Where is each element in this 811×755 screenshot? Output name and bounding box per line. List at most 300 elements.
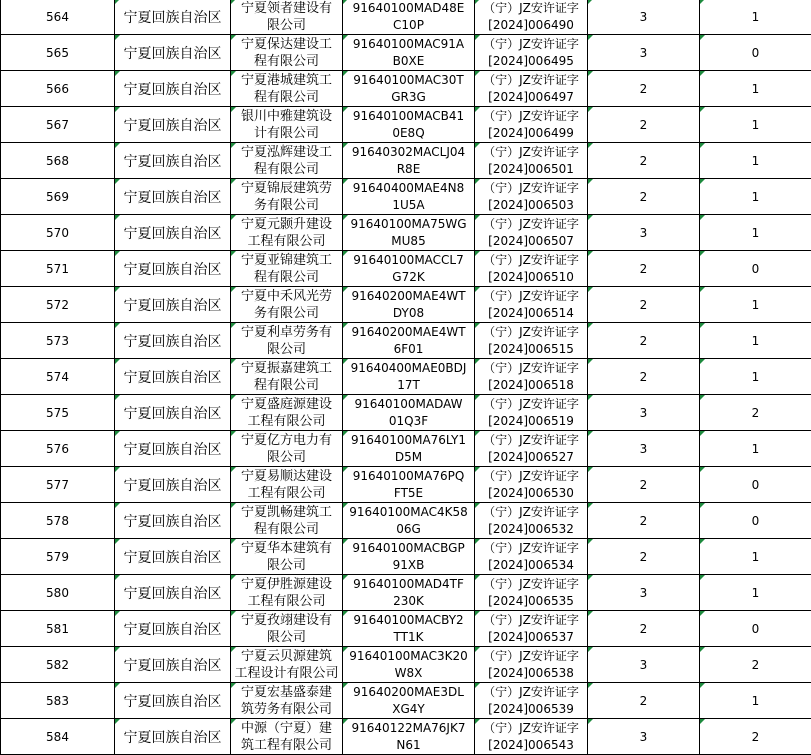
cell-count-b[interactable] <box>700 719 811 755</box>
cell-region[interactable] <box>115 647 231 683</box>
cell-text: [2024]006501 <box>475 161 587 178</box>
cell-credit-code[interactable] <box>343 359 475 395</box>
cell-text: 宁夏锦辰建筑劳 <box>231 180 342 197</box>
cell-text: （宁）JZ安许证字 <box>475 324 587 341</box>
cell-text: B0XE <box>343 53 474 70</box>
cell-text: [2024]006532 <box>475 521 587 538</box>
table-row <box>1 503 811 539</box>
cell-text: 91640122MA76JK7 <box>343 720 474 737</box>
cell-text: 0 <box>752 514 760 528</box>
cell-company-name[interactable] <box>231 683 343 719</box>
table-row <box>1 71 811 107</box>
cell-count-a[interactable] <box>588 35 700 71</box>
cell-company-name[interactable] <box>231 251 343 287</box>
cell-company-name[interactable] <box>231 395 343 431</box>
cell-count-b[interactable] <box>700 215 811 251</box>
cell-text: 582 <box>46 658 69 672</box>
cell-credit-code[interactable] <box>343 719 475 755</box>
cell-region[interactable] <box>115 179 231 215</box>
cell-text: 91640302MACLJ04 <box>343 144 474 161</box>
cell-text: （宁）JZ安许证字 <box>475 252 587 269</box>
cell-credit-code[interactable] <box>343 251 475 287</box>
cell-company-name[interactable] <box>231 719 343 755</box>
cell-serial-number[interactable] <box>1 143 115 179</box>
cell-count-a[interactable] <box>588 251 700 287</box>
cell-count-b[interactable] <box>700 287 811 323</box>
cell-text: 584 <box>46 730 69 744</box>
cell-count-a[interactable] <box>588 503 700 539</box>
cell-count-b[interactable] <box>700 71 811 107</box>
table-row <box>1 251 811 287</box>
cell-text: 宁夏港城建筑工 <box>231 72 342 89</box>
cell-serial-number[interactable] <box>1 71 115 107</box>
table-row <box>1 0 811 35</box>
cell-license-number[interactable] <box>475 143 588 179</box>
cell-text: 2 <box>640 514 648 528</box>
cell-serial-number[interactable] <box>1 287 115 323</box>
cell-count-b[interactable] <box>700 503 811 539</box>
table-row <box>1 35 811 71</box>
cell-text: 3 <box>640 226 648 240</box>
cell-text: [2024]006503 <box>475 197 587 214</box>
cell-serial-number[interactable] <box>1 539 115 575</box>
cell-text: [2024]006510 <box>475 269 587 286</box>
cell-text: 3 <box>640 442 648 456</box>
cell-text: 宁夏回族自治区 <box>124 298 222 314</box>
cell-text: 0 <box>752 262 760 276</box>
table-row <box>1 575 811 611</box>
cell-credit-code[interactable] <box>343 215 475 251</box>
cell-count-b[interactable] <box>700 575 811 611</box>
cell-text: 570 <box>46 226 69 240</box>
cell-credit-code[interactable] <box>343 539 475 575</box>
cell-text: [2024]006535 <box>475 593 587 610</box>
cell-text: 限公司 <box>231 629 342 646</box>
cell-license-number[interactable] <box>475 107 588 143</box>
cell-region[interactable] <box>115 359 231 395</box>
cell-text: 91640100MACBY2 <box>343 612 474 629</box>
cell-region[interactable] <box>115 575 231 611</box>
cell-company-name[interactable] <box>231 503 343 539</box>
cell-text: 2 <box>640 118 648 132</box>
cell-text: 宁夏盛庭源建设 <box>231 396 342 413</box>
cell-region[interactable] <box>115 395 231 431</box>
cell-text: N61 <box>343 737 474 754</box>
cell-text: 2 <box>640 190 648 204</box>
cell-text: 宁夏回族自治区 <box>124 226 222 242</box>
cell-text: 574 <box>46 370 69 384</box>
cell-text: [2024]006514 <box>475 305 587 322</box>
cell-count-a[interactable] <box>588 683 700 719</box>
cell-company-name[interactable] <box>231 0 343 35</box>
cell-text: 568 <box>46 154 69 168</box>
cell-company-name[interactable] <box>231 611 343 647</box>
cell-count-b[interactable] <box>700 251 811 287</box>
cell-text: 宁夏回族自治区 <box>124 370 222 386</box>
cell-text: 宁夏元颢升建设 <box>231 216 342 233</box>
cell-license-number[interactable] <box>475 539 588 575</box>
cell-region[interactable] <box>115 539 231 575</box>
table-row <box>1 179 811 215</box>
cell-serial-number[interactable] <box>1 251 115 287</box>
cell-license-number[interactable] <box>475 0 588 35</box>
cell-text: 3 <box>640 46 648 60</box>
cell-company-name[interactable] <box>231 143 343 179</box>
cell-text: 限公司 <box>231 341 342 358</box>
cell-license-number[interactable] <box>475 719 588 755</box>
cell-text: 宁夏保达建设工 <box>231 36 342 53</box>
cell-text: （宁）JZ安许证字 <box>475 216 587 233</box>
cell-text: MU85 <box>343 233 474 250</box>
cell-serial-number[interactable] <box>1 359 115 395</box>
cell-text: 3 <box>640 406 648 420</box>
cell-text: C10P <box>343 17 474 34</box>
cell-region[interactable] <box>115 719 231 755</box>
cell-text: （宁）JZ安许证字 <box>475 360 587 377</box>
cell-text: G72K <box>343 269 474 286</box>
cell-serial-number[interactable] <box>1 647 115 683</box>
cell-credit-code[interactable] <box>343 575 475 611</box>
table-row <box>1 431 811 467</box>
cell-count-a[interactable] <box>588 107 700 143</box>
cell-text: 工程有限公司 <box>231 413 342 430</box>
cell-text: 2 <box>640 370 648 384</box>
table-row <box>1 323 811 359</box>
cell-text: 583 <box>46 694 69 708</box>
cell-credit-code[interactable] <box>343 179 475 215</box>
cell-license-number[interactable] <box>475 71 588 107</box>
cell-company-name[interactable] <box>231 539 343 575</box>
cell-text: 宁夏易顺达建设 <box>231 468 342 485</box>
cell-serial-number[interactable] <box>1 467 115 503</box>
cell-count-a[interactable] <box>588 215 700 251</box>
cell-count-b[interactable] <box>700 179 811 215</box>
cell-text: （宁）JZ安许证字 <box>475 648 587 665</box>
cell-text: 6F01 <box>343 341 474 358</box>
cell-credit-code[interactable] <box>343 107 475 143</box>
cell-company-name[interactable] <box>231 431 343 467</box>
cell-text: 1 <box>752 370 760 384</box>
cell-serial-number[interactable] <box>1 35 115 71</box>
cell-text: 宁夏回族自治区 <box>124 514 222 530</box>
cell-region[interactable] <box>115 503 231 539</box>
cell-region[interactable] <box>115 287 231 323</box>
cell-company-name[interactable] <box>231 575 343 611</box>
cell-text: [2024]006537 <box>475 629 587 646</box>
cell-text: 限公司 <box>231 557 342 574</box>
cell-credit-code[interactable] <box>343 287 475 323</box>
cell-region[interactable] <box>115 143 231 179</box>
cell-credit-code[interactable] <box>343 71 475 107</box>
cell-text: 宁夏回族自治区 <box>124 442 222 458</box>
cell-text: [2024]006497 <box>475 89 587 106</box>
cell-count-b[interactable] <box>700 143 811 179</box>
cell-text: 91640100MA75WG <box>343 216 474 233</box>
cell-text: 564 <box>46 10 69 24</box>
cell-credit-code[interactable] <box>343 683 475 719</box>
cell-serial-number[interactable] <box>1 323 115 359</box>
cell-company-name[interactable] <box>231 71 343 107</box>
cell-text: 1 <box>752 226 760 240</box>
cell-credit-code[interactable] <box>343 323 475 359</box>
cell-region[interactable] <box>115 431 231 467</box>
cell-region[interactable] <box>115 107 231 143</box>
cell-serial-number[interactable] <box>1 683 115 719</box>
cell-text: [2024]006499 <box>475 125 587 142</box>
cell-company-name[interactable] <box>231 215 343 251</box>
cell-text: 宁夏泓辉建设工 <box>231 144 342 161</box>
cell-license-number[interactable] <box>475 467 588 503</box>
cell-text: DY08 <box>343 305 474 322</box>
cell-text: 0 <box>752 478 760 492</box>
cell-license-number[interactable] <box>475 575 588 611</box>
cell-text: [2024]006515 <box>475 341 587 358</box>
cell-count-a[interactable] <box>588 287 700 323</box>
cell-count-b[interactable] <box>700 359 811 395</box>
cell-text: 程有限公司 <box>231 377 342 394</box>
cell-serial-number[interactable] <box>1 611 115 647</box>
cell-count-a[interactable] <box>588 611 700 647</box>
cell-text: 银川中雅建筑设 <box>231 108 342 125</box>
cell-text: 1 <box>752 82 760 96</box>
cell-credit-code[interactable] <box>343 35 475 71</box>
cell-text: 程有限公司 <box>231 521 342 538</box>
cell-text: 3 <box>640 586 648 600</box>
cell-text: 宁夏华本建筑有 <box>231 540 342 557</box>
cell-text: 567 <box>46 118 69 132</box>
cell-text: 宁夏伊胜源建设 <box>231 576 342 593</box>
cell-text: 宁夏回族自治区 <box>124 622 222 638</box>
cell-count-b[interactable] <box>700 107 811 143</box>
cell-region[interactable] <box>115 323 231 359</box>
cell-text: 579 <box>46 550 69 564</box>
cell-count-a[interactable] <box>588 395 700 431</box>
cell-credit-code[interactable] <box>343 143 475 179</box>
cell-credit-code[interactable] <box>343 503 475 539</box>
cell-serial-number[interactable] <box>1 503 115 539</box>
cell-license-number[interactable] <box>475 431 588 467</box>
cell-text: 工程有限公司 <box>231 593 342 610</box>
cell-count-b[interactable] <box>700 467 811 503</box>
cell-text: 宁夏亚锦建筑工 <box>231 252 342 269</box>
cell-text: 筑工程有限公司 <box>231 737 342 754</box>
cell-text: 宁夏回族自治区 <box>124 334 222 350</box>
cell-text: 宁夏回族自治区 <box>124 46 222 62</box>
cell-license-number[interactable] <box>475 179 588 215</box>
cell-license-number[interactable] <box>475 359 588 395</box>
cell-text: 1 <box>752 190 760 204</box>
cell-text: 限公司 <box>231 17 342 34</box>
cell-count-a[interactable] <box>588 647 700 683</box>
cell-credit-code[interactable] <box>343 467 475 503</box>
cell-text: D5M <box>343 449 474 466</box>
cell-text: [2024]006507 <box>475 233 587 250</box>
cell-company-name[interactable] <box>231 647 343 683</box>
cell-text: 91640100MAD48E <box>343 0 474 17</box>
cell-text: [2024]006530 <box>475 485 587 502</box>
cell-credit-code[interactable] <box>343 647 475 683</box>
cell-text: 3 <box>640 658 648 672</box>
cell-company-name[interactable] <box>231 359 343 395</box>
cell-text: [2024]006519 <box>475 413 587 430</box>
cell-serial-number[interactable] <box>1 575 115 611</box>
cell-text: 91640100MACCL7 <box>343 252 474 269</box>
cell-text: [2024]006539 <box>475 701 587 718</box>
cell-text: 91XB <box>343 557 474 574</box>
cell-credit-code[interactable] <box>343 395 475 431</box>
cell-text: （宁）JZ安许证字 <box>475 144 587 161</box>
cell-text: 571 <box>46 262 69 276</box>
cell-region[interactable] <box>115 35 231 71</box>
cell-text: 578 <box>46 514 69 528</box>
cell-license-number[interactable] <box>475 503 588 539</box>
cell-text: （宁）JZ安许证字 <box>475 288 587 305</box>
cell-license-number[interactable] <box>475 395 588 431</box>
cell-text: 91640100MADAW <box>343 396 474 413</box>
cell-region[interactable] <box>115 611 231 647</box>
cell-company-name[interactable] <box>231 323 343 359</box>
cell-text: 0E8Q <box>343 125 474 142</box>
cell-count-a[interactable] <box>588 323 700 359</box>
cell-text: W8X <box>343 665 474 682</box>
cell-credit-code[interactable] <box>343 0 475 35</box>
cell-count-b[interactable] <box>700 0 811 35</box>
cell-region[interactable] <box>115 683 231 719</box>
cell-count-b[interactable] <box>700 647 811 683</box>
cell-text: 宁夏孜翊建设有 <box>231 612 342 629</box>
cell-text: 宁夏回族自治区 <box>124 694 222 710</box>
table-row <box>1 467 811 503</box>
cell-region[interactable] <box>115 251 231 287</box>
cell-count-b[interactable] <box>700 683 811 719</box>
cell-text: 工程有限公司 <box>231 233 342 250</box>
cell-count-a[interactable] <box>588 179 700 215</box>
cell-count-a[interactable] <box>588 539 700 575</box>
cell-text: [2024]006538 <box>475 665 587 682</box>
cell-text: 限公司 <box>231 449 342 466</box>
cell-text: 宁夏回族自治区 <box>124 550 222 566</box>
cell-count-a[interactable] <box>588 575 700 611</box>
cell-count-a[interactable] <box>588 431 700 467</box>
cell-text: 程有限公司 <box>231 269 342 286</box>
cell-company-name[interactable] <box>231 287 343 323</box>
cell-license-number[interactable] <box>475 251 588 287</box>
cell-text: 程有限公司 <box>231 53 342 70</box>
cell-region[interactable] <box>115 467 231 503</box>
cell-serial-number[interactable] <box>1 395 115 431</box>
cell-license-number[interactable] <box>475 35 588 71</box>
cell-text: 2 <box>640 82 648 96</box>
cell-text: （宁）JZ安许证字 <box>475 108 587 125</box>
cell-credit-code[interactable] <box>343 611 475 647</box>
cell-text: R8E <box>343 161 474 178</box>
cell-text: 宁夏回族自治区 <box>124 154 222 170</box>
cell-count-a[interactable] <box>588 467 700 503</box>
cell-region[interactable] <box>115 0 231 35</box>
cell-text: （宁）JZ安许证字 <box>475 36 587 53</box>
cell-text: 91640200MAE4WT <box>343 324 474 341</box>
cell-text: 2 <box>640 334 648 348</box>
table-row <box>1 719 811 755</box>
cell-text: 程有限公司 <box>231 89 342 106</box>
cell-region[interactable] <box>115 71 231 107</box>
cell-text: 91640100MAD4TF <box>343 576 474 593</box>
cell-license-number[interactable] <box>475 611 588 647</box>
cell-text: 2 <box>640 694 648 708</box>
cell-count-a[interactable] <box>588 0 700 35</box>
cell-text: （宁）JZ安许证字 <box>475 576 587 593</box>
cell-count-a[interactable] <box>588 719 700 755</box>
table-row <box>1 215 811 251</box>
cell-text: 2 <box>640 298 648 312</box>
cell-company-name[interactable] <box>231 35 343 71</box>
cell-text: 务有限公司 <box>231 305 342 322</box>
table-row <box>1 107 811 143</box>
cell-text: 2 <box>752 406 760 420</box>
cell-count-b[interactable] <box>700 323 811 359</box>
cell-text: 569 <box>46 190 69 204</box>
cell-text: 务有限公司 <box>231 197 342 214</box>
cell-serial-number[interactable] <box>1 215 115 251</box>
cell-serial-number[interactable] <box>1 179 115 215</box>
cell-text: [2024]006534 <box>475 557 587 574</box>
cell-count-a[interactable] <box>588 71 700 107</box>
cell-count-a[interactable] <box>588 143 700 179</box>
cell-serial-number[interactable] <box>1 107 115 143</box>
cell-license-number[interactable] <box>475 647 588 683</box>
cell-license-number[interactable] <box>475 323 588 359</box>
table-row <box>1 539 811 575</box>
cell-company-name[interactable] <box>231 107 343 143</box>
cell-text: （宁）JZ安许证字 <box>475 396 587 413</box>
cell-text: （宁）JZ安许证字 <box>475 180 587 197</box>
cell-serial-number[interactable] <box>1 0 115 35</box>
cell-count-b[interactable] <box>700 431 811 467</box>
cell-region[interactable] <box>115 215 231 251</box>
cell-license-number[interactable] <box>475 683 588 719</box>
cell-text: [2024]006543 <box>475 737 587 754</box>
cell-text: 572 <box>46 298 69 312</box>
cell-text: 中源（宁夏）建 <box>231 720 342 737</box>
cell-text: 宁夏振嘉建筑工 <box>231 360 342 377</box>
cell-text: 17T <box>343 377 474 394</box>
cell-text: 2 <box>752 730 760 744</box>
cell-count-b[interactable] <box>700 395 811 431</box>
cell-text: 0 <box>752 622 760 636</box>
cell-text: 宁夏回族自治区 <box>124 478 222 494</box>
cell-serial-number[interactable] <box>1 431 115 467</box>
cell-text: [2024]006527 <box>475 449 587 466</box>
cell-count-a[interactable] <box>588 359 700 395</box>
cell-text: 91640100MAC3K20 <box>343 648 474 665</box>
cell-text: 宁夏领者建设有 <box>231 0 342 17</box>
cell-text: 宁夏回族自治区 <box>124 406 222 422</box>
cell-count-b[interactable] <box>700 539 811 575</box>
cell-text: 1 <box>752 118 760 132</box>
cell-license-number[interactable] <box>475 287 588 323</box>
cell-company-name[interactable] <box>231 467 343 503</box>
cell-count-b[interactable] <box>700 35 811 71</box>
cell-text: [2024]006490 <box>475 17 587 34</box>
cell-credit-code[interactable] <box>343 431 475 467</box>
cell-count-b[interactable] <box>700 611 811 647</box>
cell-company-name[interactable] <box>231 179 343 215</box>
cell-license-number[interactable] <box>475 215 588 251</box>
cell-text: XG4Y <box>343 701 474 718</box>
cell-text: 575 <box>46 406 69 420</box>
cell-text: 230K <box>343 593 474 610</box>
cell-serial-number[interactable] <box>1 719 115 755</box>
